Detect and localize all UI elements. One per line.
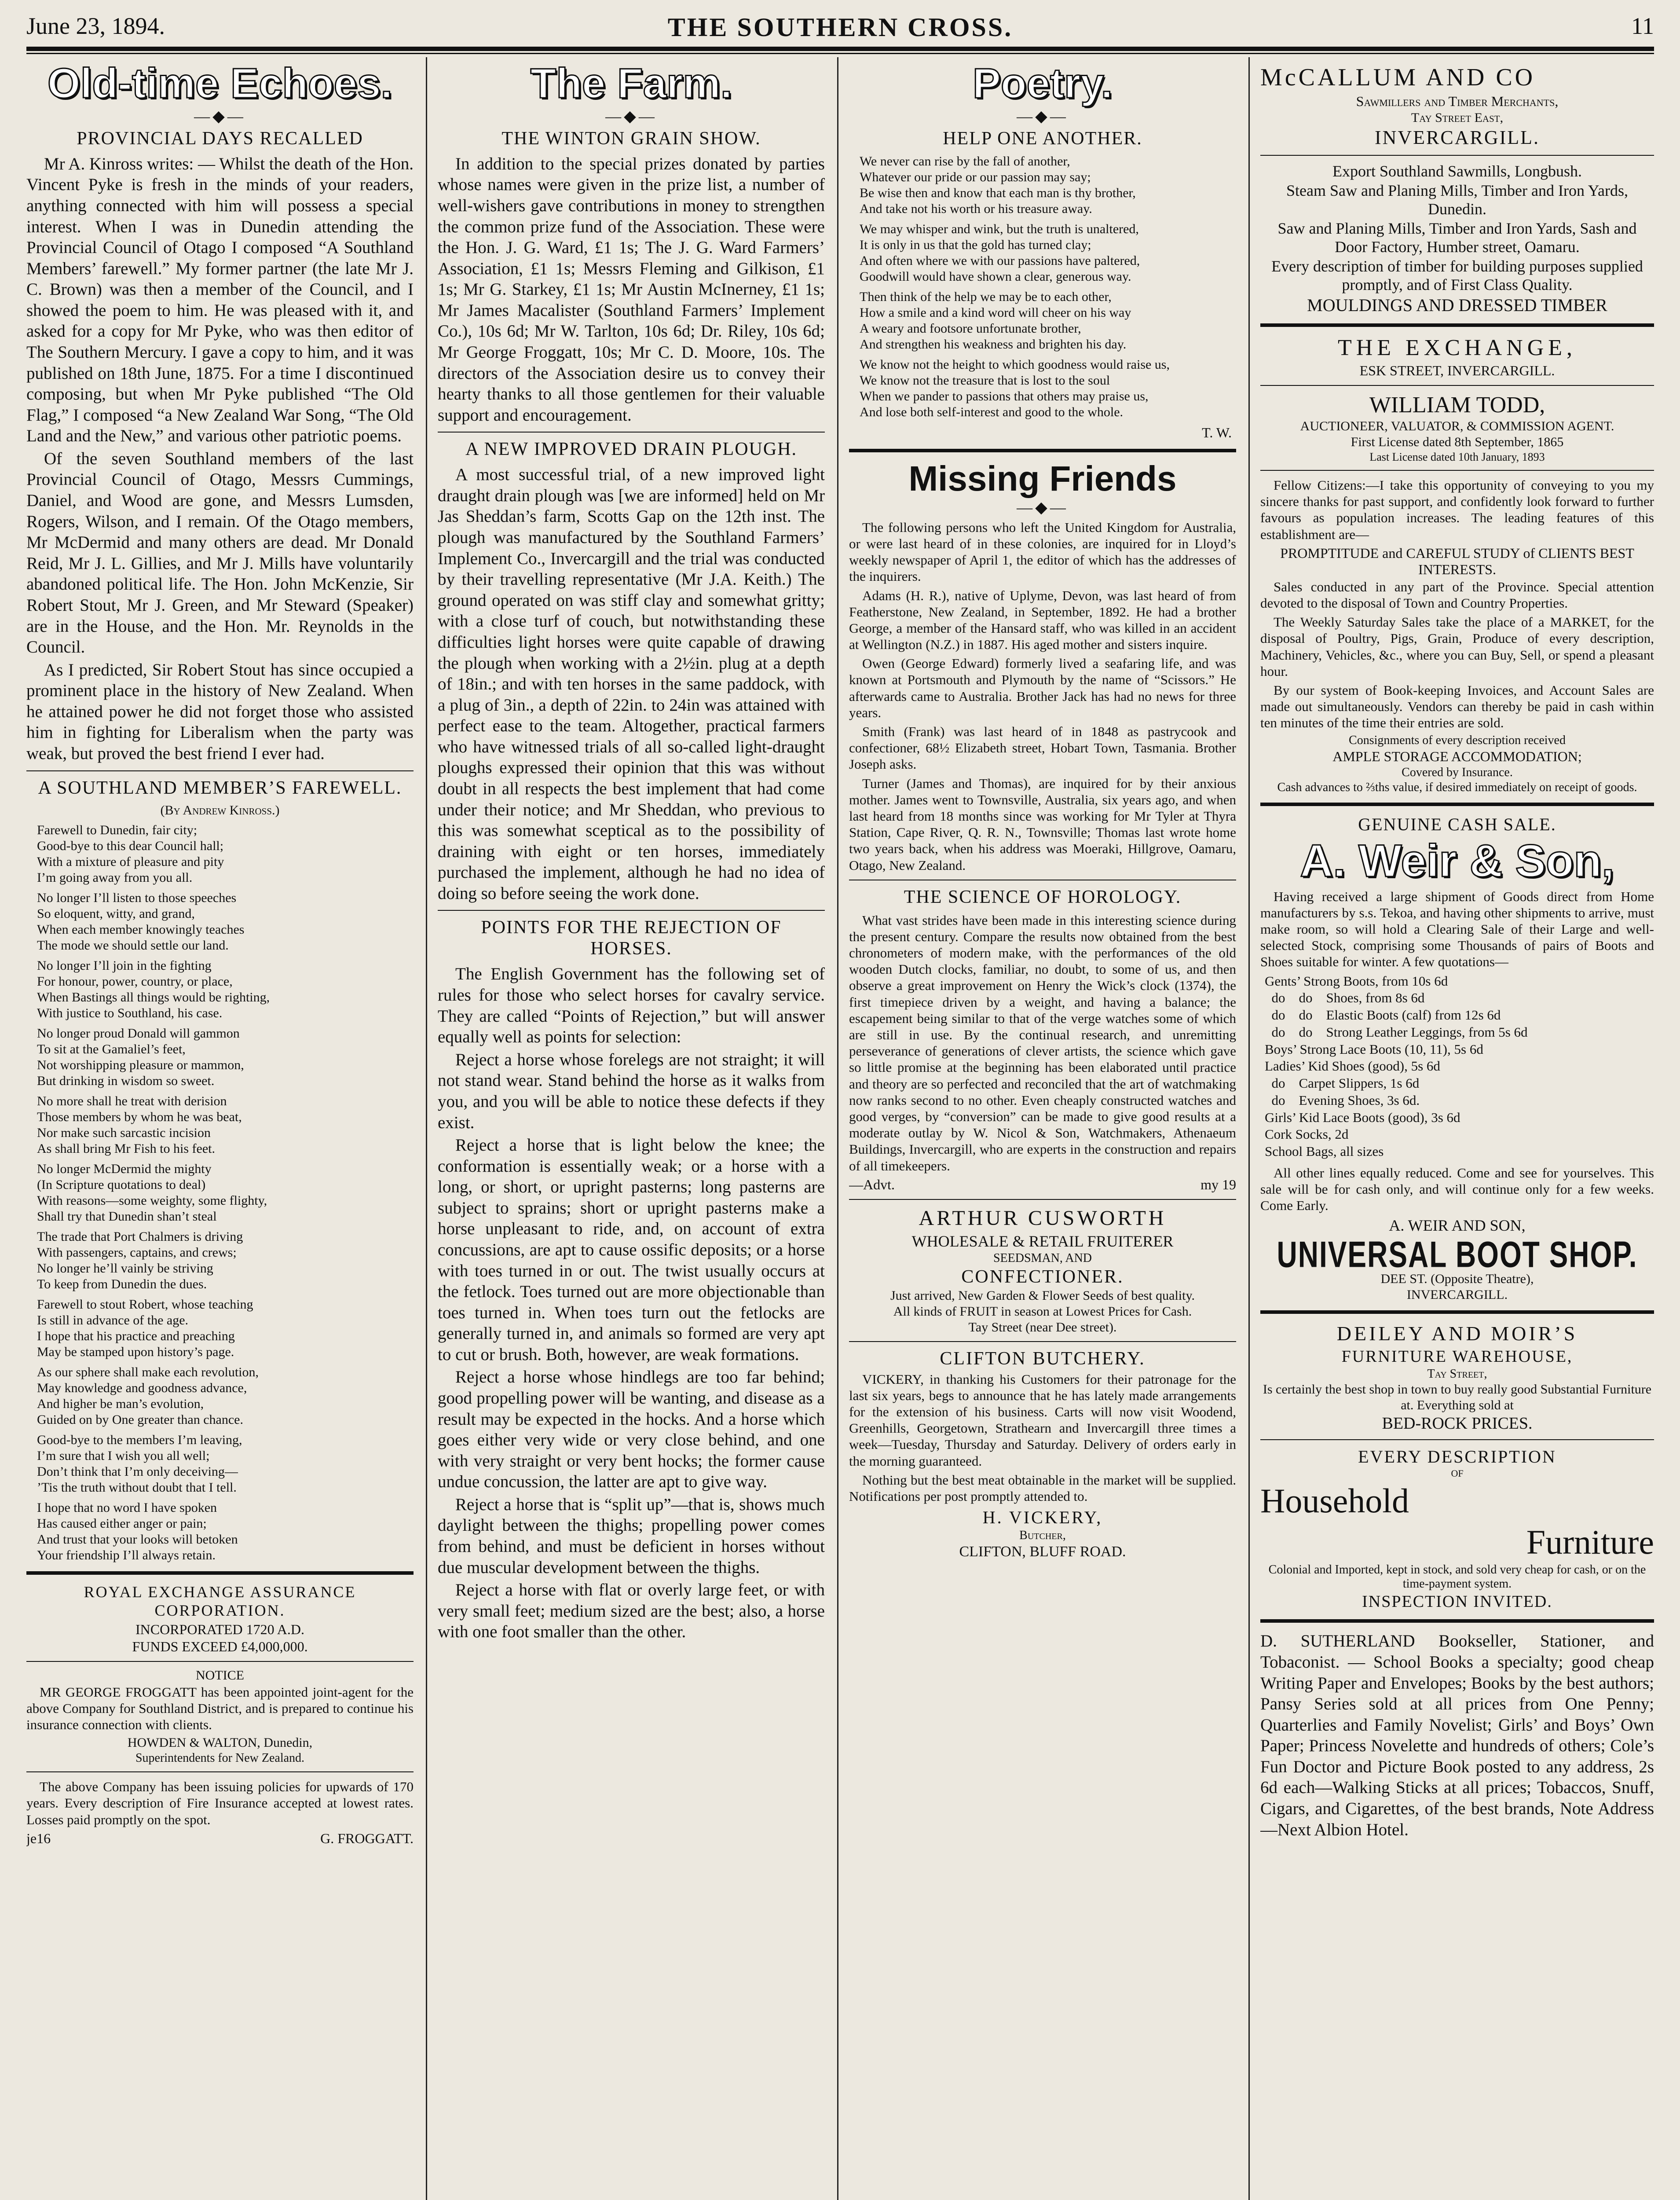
stanza: No longer I’ll listen to those speeches So eloquent, witty, and grand, When each member knowingly teaches The mode we should settle our land. — [37, 890, 245, 953]
divider — [849, 1199, 1236, 1200]
article-paragraph: What vast strides have been made in this interesting science during the present century. Compare the results now obtained from the best chronometers of modern make, with the performances of the old wooden Dutch clocks, familiar, no doubt, to some of us, and then observe a great improvement on Henry the Wick’s clock (1374), the first timepiece driven by a weight, and having a balance; the escapement being similar to that of the verge watches some of which are still in use. By the continual research, and unremitting perseverance of generations of clever artists, the science which gave so little promise at the beginning has been elaborated until practice and theory are so perfected and reconciled that the art of watchmaking now ranks second to no other. Even cheaply constructed watches and good verges, by “conversion” can be made to give good results at a moderate outlay by W. Nicol & Son, Watchmakers, Athenaeum Buildings, Invercargill, who are experts in the construction and repairs of all timekeepers. — [849, 912, 1236, 1173]
ad-title: McCALLUM AND CO — [1260, 64, 1536, 91]
cusworth-ad — [849, 1206, 1236, 1335]
stanza: Good-bye to the members I’m leaving, I’m sure that I wish you all well; Don’t think that I’m only deceiving— ’Tis the truth without doubt that I tell. — [37, 1432, 242, 1495]
section-title-missing-friends: Missing Friends — [908, 458, 1177, 498]
ad-body: Nothing but the best meat obtainable in the market will be supplied. Notifications per post promptly attended to. — [849, 1472, 1236, 1504]
ad-title: A. Weir & Son, — [1300, 836, 1614, 887]
ad-line: FUNDS EXCEED £4,000,000. — [132, 1638, 308, 1654]
ad-line: Sawmillers and Timber Merchants, — [1356, 93, 1559, 109]
divider — [1260, 1310, 1654, 1314]
masthead — [26, 12, 1654, 43]
divider — [26, 1771, 414, 1772]
stanza: Then think of the help we may be to each other, How a smile and a kind word will cheer on his way A weary and footsore unfortunate brother, And strengthen his weakness and brighten his day. — [860, 289, 1131, 352]
ad-line: Furniture — [1526, 1523, 1654, 1562]
ad-line: EVERY DESCRIPTION — [1358, 1447, 1556, 1467]
ad-title: ROYAL EXCHANGE ASSURANCE CORPORATION. — [84, 1583, 356, 1619]
ad-signoff — [26, 1830, 414, 1847]
section-title-poetry: Poetry. — [972, 62, 1113, 107]
price-item: Girls’ Kid Lace Boots (good), 3s 6d — [1265, 1109, 1460, 1125]
poem-title: A SOUTHLAND MEMBER’S FAREWELL. — [38, 777, 402, 798]
ornament-divider: —◆— — [1017, 107, 1069, 125]
column-4 — [1260, 62, 1654, 2200]
ad-line: NOTICE — [196, 1668, 244, 1683]
divider — [1260, 1619, 1654, 1623]
ad-body: Fellow Citizens:—I take this opportunity of conveying to you my sincere thanks for past support, and confidently look forward to further favours as population increases. The leading features of this establishment are— — [1260, 477, 1654, 542]
stanza: No longer proud Donald will gammon To sit at the Gamaliel’s feet, Not worshipping pleasure or mammon, But drinking in wisdom so sweet. — [37, 1026, 244, 1088]
ornament-divider: —◆— — [605, 107, 657, 125]
price-item: do Evening Shoes, 3s 6d. — [1265, 1092, 1420, 1108]
article-paragraph: In addition to the special prizes donated by parties whose names were given in the prize list, a number of well-wishers gave contributions in money to strengthen the common prize fund of the Association. These were the Hon. J. G. Ward, £1 1s; The J. G. Ward Farmers’ Association, £1 1s; Messrs Fleming and Gilkison, £1 1s; Mr G. Starkey, £1 1s; Mr Austin McInerney, £1 1s; Mr James Macalister (Southland Farmers’ Implement Co.), 10s 6d; Mr W. Tarlton, 10s 6d; Dr. Riley, 10s 6d; Mr George Froggatt, 10s; Mr C. D. Moore, 10s. The directors of the Association desire us to convey their hearty thanks to all those gentlemen for their valuable support and encouragement. — [438, 154, 825, 425]
ad-line: SEEDSMAN, AND — [993, 1251, 1092, 1265]
ad-line: PROMPTITUDE and CAREFUL STUDY of CLIENTS BEST INTERESTS. — [1280, 545, 1634, 577]
divider — [1260, 385, 1654, 386]
ad-line: ESK STREET, INVERCARGILL. — [1359, 363, 1555, 378]
universal-boot-shop: UNIVERSAL BOOT SHOP. — [1277, 1234, 1638, 1276]
ad-line: Tay Street East, — [1411, 110, 1504, 125]
ad-body: Sales conducted in any part of the Province. Special attention devoted to the disposal of Town and Country Properties. — [1260, 579, 1654, 611]
column-divider — [426, 57, 427, 2200]
stanza: As our sphere shall make each revolution, May knowledge and goodness advance, And higher be man’s evolution, Guided on by One greater than chance. — [37, 1364, 259, 1427]
ad-line: HOWDEN & WALTON, Dunedin, — [127, 1735, 313, 1750]
article-heading: THE WINTON GRAIN SHOW. — [501, 128, 761, 149]
ad-title: CLIFTON BUTCHERY. — [940, 1348, 1146, 1369]
ad-line: BED-ROCK PRICES. — [1382, 1414, 1533, 1433]
ad-line: Colonial and Imported, kept in stock, and sold very cheap for cash, or on the time-payment system. — [1268, 1563, 1646, 1591]
weir-ad — [1260, 814, 1654, 1302]
stanza: No longer I’ll join in the fighting For honour, power, country, or place, When Bastings all things would be righting, With justice to Southland, his case. — [37, 958, 270, 1020]
advert-label: —Advt. — [849, 1176, 895, 1192]
stanza: Farewell to Dunedin, fair city; Good-bye to this dear Council hall; With a mixture of pleasure and pity I’m going away from you all. — [37, 822, 224, 885]
price-item: Cork Socks, 2d — [1265, 1126, 1349, 1142]
column-2 — [438, 62, 825, 2200]
price-list — [1260, 973, 1654, 1160]
stanza: We know not the height to which goodness would raise us, We know not the treasure that is lost to the soul When we pander to passions that others may praise us, And lose both self-interest and good to the whole. — [860, 357, 1170, 419]
ad-line: Every description of timber for building purposes supplied promptly, and of First Class Quality. — [1271, 257, 1643, 293]
article-heading: PROVINCIAL DAYS RECALLED — [77, 128, 363, 149]
divider — [1260, 155, 1654, 156]
article-paragraph: A most successful trial, of a new improved light draught drain plough was [we are informed] held on Mr Jas Sheddan’s farm, Scotts Gap on the 12th inst. The plough was manufactured by the Southland Farmers’ Implement Co., Invercargill and the trial was conducted by their travelling representative (Mr J.A. Keith.) The ground operated on was stiff clay and somewhat gritty; with a close turf of couch, but notwithstanding these difficulties light horses were quite capable of drawing the plough when working with a 2½in. plug at a depth of 18in.; and with ten horses in the same paddock, with a plug of 3in., a depth of 22in. to 24in was attained with perfect ease to the team. Altogether, practical farmers who have witnessed trials of all so-called light-draught ploughs expressed their opinion that this was without doubt in all respects the best implement that had come under their notice; and Mr Sheddan, who previous to this was somewhat sceptical as to the possibility of draining with eight or ten horses, immediately purchased the implement, although he had no idea of doing so before seeing the work done. — [438, 465, 825, 903]
poem-title: HELP ONE ANOTHER. — [943, 128, 1142, 149]
ad-title: THE EXCHANGE, — [1337, 335, 1577, 360]
divider — [438, 432, 825, 433]
divider — [1260, 323, 1654, 327]
ad-line: Household — [1260, 1481, 1409, 1520]
article-paragraph: The following persons who left the United Kingdom for Australia, or were last heard of in these colonies, are inquired for in Lloyd’s weekly newspaper of April 1, the editor of which has the addresses of the inquirers. — [849, 519, 1236, 584]
ad-line: DEE ST. (Opposite Theatre), — [1380, 1272, 1534, 1287]
exchange-ad — [1260, 335, 1654, 795]
poem-signature: T. W. — [1202, 424, 1232, 440]
poem — [849, 154, 1236, 420]
ad-line: Tay Street, — [1427, 1367, 1487, 1381]
divider — [26, 770, 414, 771]
price-item: Gents’ Strong Boots, from 10s 6d — [1265, 973, 1448, 989]
column-1 — [26, 62, 414, 2200]
ad-body: The Weekly Saturday Sales take the place of a MARKET, for the disposal of Poultry, Pigs, Grain, Produce of every description, Machinery, Vehicles, &c., where you can Buy, Sell, or spend a pleasant hour. — [1260, 614, 1654, 679]
divider — [849, 1341, 1236, 1342]
divider — [26, 1571, 414, 1575]
ad-line: INVERCARGILL. — [1406, 1287, 1508, 1302]
ad-line: Tay Street (near Dee street). — [968, 1320, 1117, 1335]
article-paragraph: Turner (James and Thomas), are inquired for by their anxious mother. James went to Townsville, Australia, six years ago, and when last heard from 18 months since was working for Mr Tyler at Thyra Station, Cape River, Q. R. N., Townsville; Thomas last wrote home two years back, when his address was Moeraki, Hillgrove, Oamaru, Otago, New Zealand. — [849, 775, 1236, 873]
divider — [1260, 470, 1654, 471]
article-paragraph: Owen (George Edward) formerly lived a seafaring life, and was known at Portsmouth and Plymouth by the name of “Scissors.” He afterwards came to Australia. Brother Jack has had no news for three years. — [849, 656, 1236, 720]
ad-line: GENUINE CASH SALE. — [1358, 814, 1556, 835]
ornament-divider: —◆— — [194, 107, 246, 125]
article-paragraph: As I predicted, Sir Robert Stout has since occupied a prominent place in the history of New Zealand. When he attained power he did not forget those who assisted him in fighting for Liberalism when the party was weak, but proved the best friend I ever had. — [26, 660, 414, 763]
stanza: The trade that Port Chalmers is driving With passengers, captains, and crews; No longer he’ll vainly be striving To keep from Dunedin the dues. — [37, 1229, 243, 1291]
ad-body: MR GEORGE FROGGATT has been appointed joint-agent for the above Company for Southland District, and is prepared to continue his insurance connection with clients. — [26, 1684, 414, 1732]
price-item: do do Strong Leather Leggings, from 5s 6d — [1265, 1024, 1528, 1040]
article-paragraph: Smith (Frank) was last heard of in 1848 as pastrycook and confectioner, 68½ Elizabeth street, Hobart Town, Tasmania. Brother Joseph asks. — [849, 724, 1236, 772]
article-paragraph: Reject a horse whose hindlegs are too far behind; good propelling power will be wanting, and disease as a result may be expected in the hocks. And a horse which goes either very wide or very close behind, and one with very straight or very bent hocks; the former cause undue concussion, the latter are apt to give way. — [438, 1368, 825, 1492]
ad-line: FURNITURE WAREHOUSE, — [1341, 1347, 1573, 1366]
clifton-butchery-ad — [849, 1348, 1236, 1561]
article-paragraph: Of the seven Southland members of the last Provincial Council of Otago, Messrs Cummings, Daniel, and Wood are gone, and Messrs Lumsden, Rogers, Wilson, and I remain. Of the Otago members, Mr McDermid and many others are dead. Mr Donald Reid, Mr J. L. Gillies, and Mr J. Mills have voluntarily abandoned political life. The Hon. John McKenzie, Sir Robert Stout, Mr J. Green, and Mr Steward (Speaker) are in the House, and the Hon. Mr. Reynolds in the Council. — [26, 449, 414, 657]
advert-footer — [849, 1177, 1236, 1193]
stanza: Farewell to stout Robert, whose teaching Is still in advance of the age. I hope that his practice and preaching May be stamped upon history’s page. — [37, 1297, 253, 1359]
mccallum-ad — [1260, 63, 1654, 315]
ad-line: INSPECTION INVITED. — [1362, 1592, 1552, 1611]
ad-line: A. WEIR AND SON, — [1389, 1217, 1526, 1235]
ad-body: By our system of Book-keeping Invoices, and Account Sales are made out simultaneously. Vendors can thereby be paid in cash within ten minutes of the time their entries are sold. — [1260, 682, 1654, 731]
ad-body: All other lines equally reduced. Come and see for yourselves. This sale will be for cash only, and will continue only for a few weeks. Come Early. — [1260, 1165, 1654, 1214]
stanza: No more shall he treat with derision Those members by whom he was beat, Nor make such sarcastic incision As shall bring Mr Fish to his feet. — [37, 1093, 242, 1156]
article-paragraph: Adams (H. R.), native of Uplyme, Devon, was last heard of from Featherstone, New Zealand, in September, 1892. He had a brother George, a member of the Hansard staff, who was killed in an accident at Wellington (N.Z.) in 1887. His aged mother and sisters inquire. — [849, 587, 1236, 653]
ad-line: Cash advances to ⅔ths value, if desired immediately on receipt of goods. — [1277, 781, 1637, 795]
ad-line: CLIFTON, BLUFF ROAD. — [959, 1544, 1126, 1560]
stanza: No longer McDermid the mighty (In Scripture quotations to deal) With reasons—some weighty, some flighty, Shall try that Dunedin shan’t steal — [37, 1161, 267, 1224]
ad-line: Last License dated 10th January, 1893 — [1369, 451, 1545, 463]
stanza: We may whisper and wink, but the truth is unaltered, It is only in us that the gold has turned clay; And often where we with our passions have paltered, Goodwill would have shown a clear, generous way. — [860, 221, 1140, 284]
ad-line: AUCTIONEER, VALUATOR, & COMMISSION AGENT. — [1300, 419, 1614, 433]
article-paragraph: Reject a horse that is light below the knee; the conformation is essentially weak; or a horse with a long, or short, or upright pasterns; long pasterns are subject to sprains; short or upright pasterns make a horse unpleasant to ride, and, on account of extra concussions, are apt to cause ossific deposits; or a horse with toes turned in or out. The twist usually occurs at the fetlock. Toes turned out are more objectionable than toes turned in. When toes turn out the fetlocks are generally turned in, and animals so formed are very apt to cut or brush. Both, however, are weak formations. — [438, 1136, 825, 1364]
ad-line: Saw and Planing Mills, Timber and Iron Yards, Sash and Door Factory, Humber street, Oamaru. — [1277, 220, 1637, 256]
ad-line: Consignments of every description received — [1349, 733, 1566, 748]
page-number: 11 — [1631, 13, 1654, 39]
ad-code: je16 — [26, 1830, 51, 1846]
article-paragraph: Mr A. Kinross writes: — Whilst the death of the Hon. Vincent Pyke is fresh in the minds of your readers, anything connected with him will possess a special interest. When I was in Dunedin attending the Provincial Council of Otago I composed “A Southland Members’ farewell.” My former partner (the late Mr J. C. Brown) was then a member of the Council, and I showed the poem to him. He was pleased with it, and asked for a copy for Mr Pyke, who was then editor of The Southern Mercury. I gave a copy to him, and it was published on 18th June, 1875. For a time I discontinued composing, but when Mr Pyke published “The Old Flag,” I composed “a New Zealand War Song, “The Old Land and the New,” and various other patriotic poems. — [26, 154, 414, 446]
ad-line: AMPLE STORAGE ACCOMMODATION; — [1332, 748, 1582, 765]
ad-line: at. Everything sold at — [1401, 1398, 1514, 1413]
ad-line: Steam Saw and Planing Mills, Timber and Iron Yards, Dunedin. — [1286, 182, 1629, 218]
price-item: School Bags, all sizes — [1265, 1144, 1384, 1159]
royal-exchange-ad — [26, 1583, 414, 1847]
divider — [1260, 1439, 1654, 1440]
ad-line: Is certainly the best shop in town to buy really good Substantial Furniture — [1263, 1382, 1652, 1397]
ad-line: Covered by Insurance. — [1402, 766, 1513, 780]
ad-body: VICKERY, in thanking his Customers for their patronage for the last six years, begs to announce that he has lately made arrangements for the extension of his business. Carts will now visit Woodend, Greenhills, Georgetown, Strathearn and Invercargill three times a week—Tuesday, Thursday and Saturday. Delivery of orders early in the morning guaranteed. — [849, 1371, 1236, 1469]
poem-byline: (By Andrew Kinross.) — [160, 803, 280, 818]
article-heading: A NEW IMPROVED DRAIN PLOUGH. — [465, 439, 798, 460]
masthead-rule-thin — [26, 53, 1654, 54]
ad-line: INCORPORATED 1720 A.D. — [135, 1621, 305, 1637]
divider — [849, 449, 1236, 452]
article-heading: THE SCIENCE OF HOROLOGY. — [904, 887, 1182, 907]
divider — [26, 1661, 414, 1662]
price-item: Ladies’ Kid Shoes (good), 5s 6d — [1265, 1058, 1440, 1074]
article-paragraph: Reject a horse with flat or overly large feet, or with very small feet; medium sized are the best; also, a horse with one foot smaller than the other. — [438, 1580, 825, 1642]
masthead-rule — [26, 47, 1654, 51]
ad-line: All kinds of FRUIT in season at Lowest Prices for Cash. — [893, 1304, 1192, 1319]
deiley-moir-ad — [1260, 1322, 1654, 1611]
stanza: I hope that no word I have spoken Has caused either anger or pain; And trust that your looks will betoken Your friendship I’ll always retain. — [37, 1500, 238, 1562]
ad-line: Superintendents for New Zealand. — [135, 1751, 305, 1765]
ad-title: DEILEY AND MOIR’S — [1336, 1322, 1578, 1345]
ad-line: INVERCARGILL. — [1374, 127, 1540, 148]
ad-body: Having received a large shipment of Goods direct from Home manufacturers by s.s. Tekoa, and having other shipments to arrive, must make room, so will hold a Clearing Sale of their Large and well-selected Stock, comprising some Thousands of pairs of Boots and Shoes suitable for winter. A few quotations— — [1260, 888, 1654, 970]
price-item: do Carpet Slippers, 1s 6d — [1265, 1075, 1420, 1091]
ad-line: OF — [1451, 1468, 1464, 1479]
column-divider — [837, 57, 838, 2200]
article-paragraph: Reject a horse whose forelegs are not straight; it will not stand wear. Stand behind the horse as it walks from you, and you will be able to notice these defects if they exist. — [438, 1050, 825, 1132]
ad-line: First License dated 8th September, 1865 — [1351, 435, 1564, 449]
paper-title: THE SOUTHERN CROSS. — [667, 13, 1013, 42]
ad-body: The above Company has been issuing policies for upwards of 170 years. Every description of Fire Insurance accepted at lowest rates. Losses paid promptly on the spot. — [26, 1779, 414, 1827]
column-divider — [1248, 57, 1250, 2200]
ad-line: Butcher, — [1019, 1529, 1066, 1543]
ad-line: WILLIAM TODD, — [1369, 392, 1545, 418]
price-item: Boys’ Strong Lace Boots (10, 11), 5s 6d — [1265, 1041, 1483, 1057]
ad-line: Just arrived, New Garden & Flower Seeds of best quality. — [890, 1288, 1195, 1303]
issue-date: June 23, 1894. — [26, 13, 165, 39]
ad-signature: G. FROGGATT. — [320, 1830, 414, 1846]
ornament-divider: —◆— — [1017, 498, 1069, 516]
column-3 — [849, 62, 1236, 2200]
price-item: do do Elastic Boots (calf) from 12s 6d — [1265, 1007, 1501, 1023]
ad-line: H. VICKERY, — [982, 1507, 1103, 1528]
sutherland-ad: D. SUTHERLAND Bookseller, Stationer, and Tobaconist. — School Books a specialty; good cheap Writing Paper and Envelopes; Books by the best authors; Pansy Series sold at all prices from One Penny; Quarterlies and Family Novelist; Girls’ and Boys’ Own Paper; Princess Novelette and hundreds of others; Cole’s Fun Doctor and Picture Book posted to any address, 2s 6d each—Walking Sticks at all prices; Tobaccos, Snuff, Cigars, and Cigarettes, of the best brands, Note Address—Next Albion Hotel. — [1260, 1632, 1654, 1839]
ad-line: WHOLESALE & RETAIL FRUITERER — [911, 1232, 1174, 1250]
ad-title: ARTHUR CUSWORTH — [919, 1206, 1167, 1230]
article-heading: POINTS FOR THE REJECTION OF HORSES. — [481, 917, 782, 959]
section-title-old-time-echoes: Old-time Echoes. — [47, 62, 393, 107]
poem — [26, 822, 414, 1563]
section-title-the-farm: The Farm. — [530, 62, 732, 107]
article-paragraph: Reject a horse that is “split up”—that is, shows much daylight between the thighs; propelling power comes from behind, and must be deficient in horses without due muscular development between the thighs. — [438, 1495, 825, 1577]
advert-code: my 19 — [1201, 1176, 1236, 1192]
ad-line: MOULDINGS AND DRESSED TIMBER — [1307, 295, 1607, 315]
price-item: do do Shoes, from 8s 6d — [1265, 990, 1425, 1006]
divider — [438, 910, 825, 911]
ad-line: CONFECTIONER. — [961, 1266, 1124, 1287]
article-paragraph: The English Government has the following set of rules for those who select horses for cavalry service. They are called “Points of Rejection,” but will answer equally well as points for selection: — [438, 964, 825, 1047]
ad-line: Export Southland Sawmills, Longbush. — [1332, 162, 1582, 180]
divider — [1260, 803, 1654, 806]
stanza: We never can rise by the fall of another, Whatever our pride or our passion may say; Be wise then and know that each man is thy brother, And take not his worth or his treasure away. — [860, 154, 1136, 216]
